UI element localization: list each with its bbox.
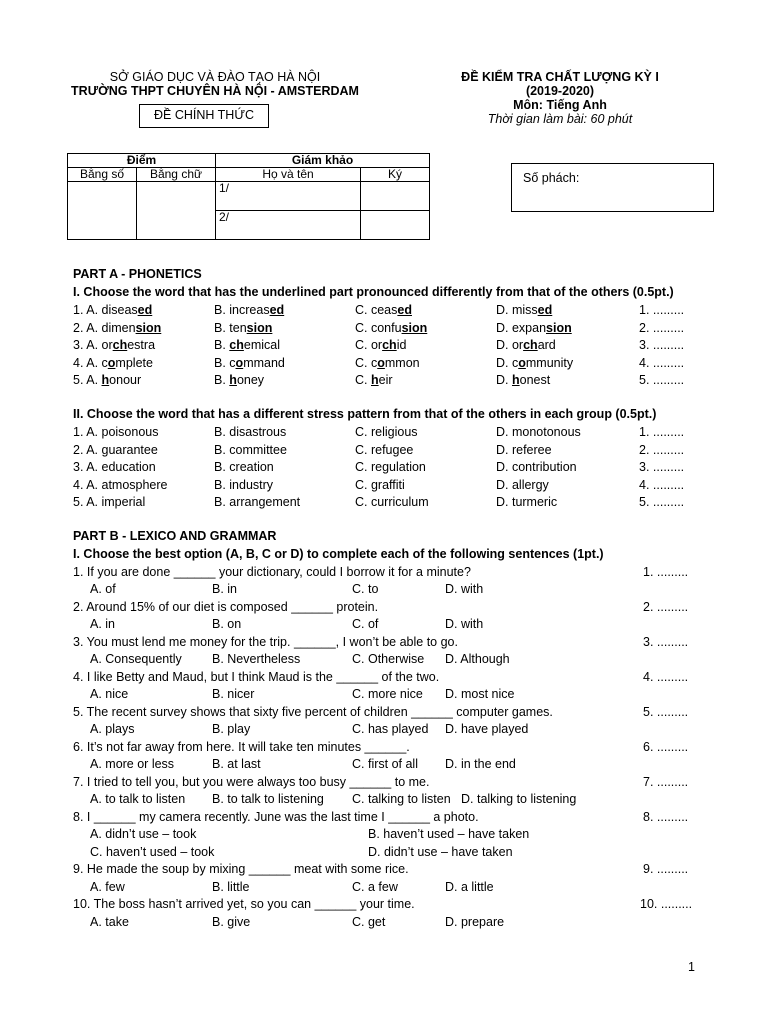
underlined-part: o bbox=[518, 355, 526, 370]
option-a bbox=[73, 337, 155, 354]
underlined-part: sion bbox=[135, 320, 162, 335]
option-a: A. few bbox=[90, 880, 125, 894]
time-limit: Thời gian làm bài: 60 phút bbox=[487, 112, 633, 126]
underlined-part: sion bbox=[246, 320, 273, 335]
option-text: C. ceas bbox=[355, 303, 398, 317]
school-year: (2019-2020) bbox=[525, 84, 595, 98]
option-text: eir bbox=[378, 373, 393, 387]
exam-title: ĐỀ KIỂM TRA CHẤT LƯỢNG KỲ I bbox=[461, 70, 659, 84]
option-c: C. more nice bbox=[352, 687, 423, 701]
option-b: B. industry bbox=[214, 477, 274, 492]
option-d: D. didn’t use – have taken bbox=[368, 845, 513, 859]
option-text: C. c bbox=[355, 355, 378, 370]
option-b: B. in bbox=[212, 582, 238, 596]
so-phach-label: Số phách: bbox=[523, 171, 580, 185]
option-d: D. in the end bbox=[445, 757, 516, 771]
option-b bbox=[214, 320, 272, 337]
answer-blank: 1. ......... bbox=[639, 303, 685, 317]
option-c: C. regulation bbox=[355, 460, 426, 474]
option-a: A. plays bbox=[90, 722, 135, 736]
option-text: mplete bbox=[115, 355, 153, 370]
option-text: id bbox=[396, 338, 407, 352]
option-c: C. of bbox=[352, 617, 379, 631]
underlined-part: ed bbox=[537, 303, 553, 317]
option-a: 5. A. imperial bbox=[73, 495, 146, 509]
option-a: 3. A. education bbox=[73, 460, 156, 474]
option-b bbox=[214, 372, 264, 389]
option-d: D. contribution bbox=[496, 460, 577, 474]
option-c: C. Otherwise bbox=[352, 652, 425, 666]
option-text: C. confu bbox=[355, 320, 402, 335]
underlined-part: ch bbox=[382, 338, 397, 352]
option-c bbox=[355, 337, 406, 354]
ho-ten-header: Họ và tên bbox=[216, 168, 361, 182]
option-d: D. with bbox=[445, 617, 484, 631]
option-c bbox=[355, 355, 420, 372]
underlined-part: ed bbox=[269, 303, 285, 317]
underlined-part: sion bbox=[401, 320, 428, 335]
bang-so-header: Bằng số bbox=[68, 168, 137, 182]
question-text: 5. The recent survey shows that sixty five percent of children ______ computer games. bbox=[73, 705, 553, 719]
option-a: A. more or less bbox=[90, 757, 175, 771]
option-a: A. nice bbox=[90, 687, 129, 701]
option-text: D. expan bbox=[496, 320, 547, 335]
underlined-part: h bbox=[511, 373, 520, 387]
question-text: 9. He made the soup by mixing ______ meat with some rice. bbox=[73, 862, 409, 876]
item-number: 4. bbox=[73, 355, 84, 370]
option-c: C. has played bbox=[352, 722, 429, 736]
option-text: D. miss bbox=[496, 303, 538, 317]
diem-header: Điểm bbox=[68, 154, 216, 168]
option-d: D. turmeric bbox=[496, 495, 558, 509]
examiner-2: 2/ bbox=[216, 211, 361, 240]
answer-blank: 4. ......... bbox=[639, 355, 685, 370]
answer-blank: 9. ......... bbox=[643, 862, 689, 876]
option-b: B. Nevertheless bbox=[212, 652, 301, 666]
option-text: onest bbox=[519, 373, 551, 387]
option-c: C. graffiti bbox=[355, 477, 405, 492]
option-c: C. first of all bbox=[352, 757, 418, 771]
answer-blank: 6. ......... bbox=[643, 740, 689, 754]
option-text: D. or bbox=[496, 338, 524, 352]
option-a: A. Consequently bbox=[90, 652, 182, 666]
answer-blank: 2. ......... bbox=[639, 320, 685, 335]
signature-2 bbox=[361, 211, 430, 240]
option-c: C. religious bbox=[355, 425, 418, 439]
bang-chu-cell bbox=[137, 182, 216, 240]
option-d: D. Although bbox=[445, 652, 510, 666]
option-text: onour bbox=[109, 373, 142, 387]
option-d: D. most nice bbox=[445, 687, 515, 701]
underlined-part: ed bbox=[137, 303, 153, 317]
option-c bbox=[355, 302, 412, 319]
option-a bbox=[73, 302, 152, 319]
answer-blank: 3. ......... bbox=[643, 635, 689, 649]
option-a: A. didn’t use – took bbox=[90, 827, 197, 841]
option-text: B. increas bbox=[214, 303, 270, 317]
option-c: C. talking to listen bbox=[352, 792, 451, 806]
department-name: SỞ GIÁO DỤC VÀ ĐÀO TẠO HÀ NỘI bbox=[109, 70, 321, 84]
option-text: D. bbox=[496, 373, 512, 387]
option-c: C. haven’t used – took bbox=[90, 845, 215, 859]
underlined-part: o bbox=[235, 355, 244, 370]
examiner-1: 1/ bbox=[216, 182, 361, 211]
option-a: 1. A. poisonous bbox=[73, 425, 159, 439]
option-c bbox=[355, 372, 393, 389]
underlined-part: ch bbox=[229, 338, 244, 352]
question-text: 6. It’s not far away from here. It will take ten minutes ______. bbox=[73, 740, 410, 754]
option-d bbox=[496, 337, 556, 354]
option-text: mmunity bbox=[525, 355, 574, 370]
answer-blank: 7. ......... bbox=[643, 775, 689, 789]
option-c: C. get bbox=[352, 915, 386, 929]
option-text: ard bbox=[537, 338, 556, 352]
option-d: D. monotonous bbox=[496, 425, 581, 439]
school-name: TRƯỜNG THPT CHUYÊN HÀ NỘI - AMSTERDAM bbox=[71, 84, 359, 98]
option-text: C. bbox=[355, 373, 371, 387]
answer-blank: 1. ......... bbox=[639, 425, 685, 439]
bang-chu-header: Bằng chữ bbox=[137, 168, 216, 182]
bang-so-cell bbox=[68, 182, 137, 240]
option-text: B. ten bbox=[214, 320, 247, 335]
option-b: B. haven’t used – have taken bbox=[368, 827, 530, 841]
option-d: D. have played bbox=[445, 722, 529, 736]
item-number: 1. bbox=[73, 303, 84, 317]
option-b: B. nicer bbox=[212, 687, 255, 701]
option-b: B. arrangement bbox=[214, 495, 301, 509]
option-a bbox=[73, 320, 161, 337]
option-c: C. refugee bbox=[355, 442, 414, 457]
option-d: D. a little bbox=[445, 880, 494, 894]
option-b: B. to talk to listening bbox=[212, 792, 324, 806]
answer-blank: 2. ......... bbox=[643, 600, 689, 614]
option-b bbox=[214, 302, 284, 319]
option-a bbox=[73, 355, 153, 372]
option-c: C. a few bbox=[352, 880, 398, 894]
option-text: B. bbox=[214, 373, 230, 387]
ky-header: Ký bbox=[361, 168, 430, 182]
option-a bbox=[73, 372, 141, 389]
answer-blank: 2. ......... bbox=[639, 442, 685, 457]
option-b: B. give bbox=[212, 915, 251, 929]
answer-blank: 1. ......... bbox=[643, 565, 689, 579]
answer-blank: 10. ......... bbox=[640, 897, 693, 911]
option-text: C. or bbox=[355, 338, 383, 352]
option-a: A. to talk to listen bbox=[90, 792, 186, 806]
option-text: B. bbox=[214, 338, 230, 352]
item-number: 3. bbox=[73, 338, 84, 352]
option-text: mmand bbox=[243, 355, 285, 370]
giam-khao-header: Giám khảo bbox=[216, 154, 430, 168]
option-text: mmon bbox=[384, 355, 420, 370]
option-a: 2. A. guarantee bbox=[73, 442, 158, 457]
page-number: 1 bbox=[688, 960, 695, 974]
item-number: 2. bbox=[73, 320, 84, 335]
option-a: A. of bbox=[90, 582, 116, 596]
option-c: C. curriculum bbox=[355, 495, 429, 509]
option-b: B. disastrous bbox=[214, 425, 287, 439]
option-text: D. c bbox=[496, 355, 519, 370]
option-text: estra bbox=[127, 338, 156, 352]
underlined-part: o bbox=[107, 355, 116, 370]
underlined-part: ch bbox=[112, 338, 128, 352]
option-text: A. bbox=[86, 373, 102, 387]
signature-1 bbox=[361, 182, 430, 211]
option-b bbox=[214, 337, 280, 354]
grade-table bbox=[67, 153, 430, 240]
option-b: B. little bbox=[212, 880, 250, 894]
question-text: 7. I tried to tell you, but you were always too busy ______ to me. bbox=[73, 775, 430, 789]
item-number: 5. bbox=[73, 373, 84, 387]
underlined-part: h bbox=[101, 373, 110, 387]
subject: Môn: Tiếng Anh bbox=[513, 98, 607, 112]
so-phach-box bbox=[511, 163, 714, 212]
option-a: A. in bbox=[90, 617, 116, 631]
part-b-sec1: I. Choose the best option (A, B, C or D) to complete each of the following sentences (1pt.) bbox=[73, 547, 604, 561]
part-a-title: PART A - PHONETICS bbox=[73, 267, 202, 281]
option-d bbox=[496, 372, 550, 389]
underlined-part: h bbox=[229, 373, 237, 387]
option-b: B. on bbox=[212, 617, 242, 631]
answer-blank: 4. ......... bbox=[643, 670, 689, 684]
option-text: A. c bbox=[86, 355, 108, 370]
question-text: 10. The boss hasn’t arrived yet, so you can ______ your time. bbox=[73, 897, 415, 911]
underlined-part: ch bbox=[523, 338, 538, 352]
underlined-part: o bbox=[377, 355, 385, 370]
option-b: B. at last bbox=[212, 757, 261, 771]
part-b-title: PART B - LEXICO AND GRAMMAR bbox=[73, 529, 277, 543]
part-a-sec2: II. Choose the word that has a different stress pattern from that of the others in each group (0.5pt.) bbox=[73, 407, 657, 421]
option-b bbox=[214, 355, 285, 372]
option-d: D. with bbox=[445, 582, 484, 596]
question-text: 3. You must lend me money for the trip. ______, I won’t be able to go. bbox=[73, 635, 458, 649]
option-c bbox=[355, 320, 427, 337]
option-b: B. creation bbox=[214, 460, 274, 474]
option-d bbox=[496, 302, 552, 319]
option-text: emical bbox=[243, 338, 281, 352]
official-label: ĐỀ CHÍNH THỨC bbox=[153, 108, 255, 122]
answer-blank: 5. ......... bbox=[639, 495, 685, 509]
option-text: A. or bbox=[86, 338, 113, 352]
answer-blank: 3. ......... bbox=[639, 460, 685, 474]
question-text: 1. If you are done ______ your dictionary, could I borrow it for a minute? bbox=[73, 565, 471, 579]
option-text: A. diseas bbox=[86, 303, 138, 317]
option-text: B. c bbox=[214, 355, 236, 370]
question-text: 4. I like Betty and Maud, but I think Maud is the ______ of the two. bbox=[73, 670, 440, 684]
answer-blank: 4. ......... bbox=[639, 477, 685, 492]
underlined-part: h bbox=[370, 373, 379, 387]
question-text: 2. Around 15% of our diet is composed ______ protein. bbox=[73, 600, 379, 614]
underlined-part: sion bbox=[546, 320, 572, 335]
option-d: D. allergy bbox=[496, 477, 549, 492]
option-d: D. referee bbox=[496, 442, 552, 457]
official-badge bbox=[139, 104, 269, 128]
option-b: B. play bbox=[212, 722, 251, 736]
option-c: C. to bbox=[352, 582, 379, 596]
question-text: 8. I ______ my camera recently. June was the last time I ______ a photo. bbox=[73, 810, 479, 824]
answer-blank: 3. ......... bbox=[639, 338, 685, 352]
option-a: 4. A. atmosphere bbox=[73, 477, 168, 492]
underlined-part: ed bbox=[397, 303, 412, 317]
option-d bbox=[496, 355, 573, 372]
option-d: D. talking to listening bbox=[461, 792, 577, 806]
answer-blank: 5. ......... bbox=[643, 705, 689, 719]
option-d: D. prepare bbox=[445, 915, 505, 929]
answer-blank: 5. ......... bbox=[639, 373, 685, 387]
option-b: B. committee bbox=[214, 442, 287, 457]
part-a-sec1: I. Choose the word that has the underlined part pronounced differently from that of the others (0.5pt.) bbox=[73, 285, 674, 299]
option-text: A. dimen bbox=[86, 320, 136, 335]
answer-blank: 8. ......... bbox=[643, 810, 689, 824]
option-d bbox=[496, 320, 572, 337]
option-text: oney bbox=[236, 373, 265, 387]
option-a: A. take bbox=[90, 915, 129, 929]
